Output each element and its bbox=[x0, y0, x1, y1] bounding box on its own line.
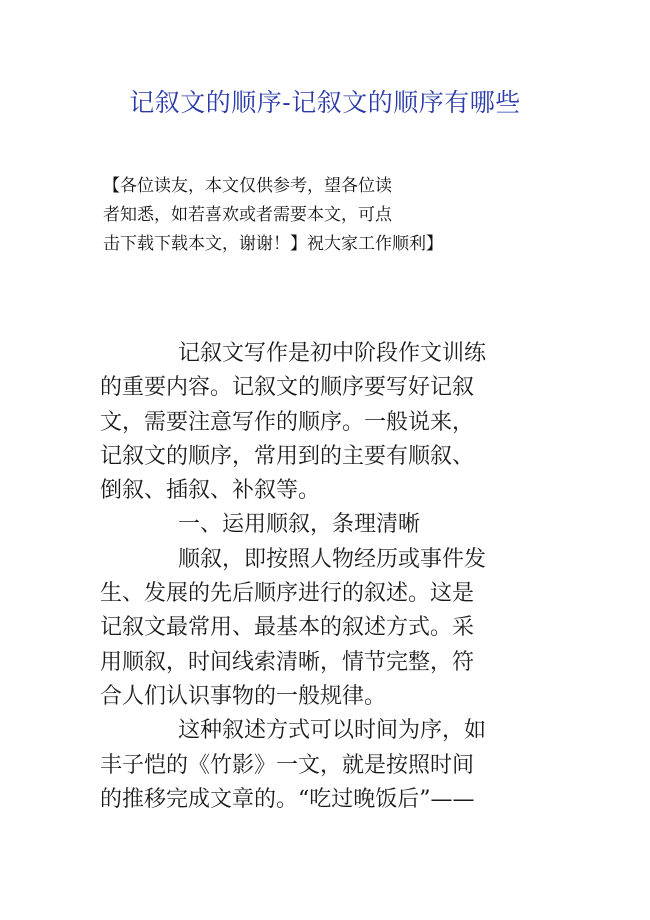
paragraph-line: 用顺叙，时间线索清晰，情节完整，符 bbox=[100, 649, 475, 675]
document-title: 记叙文的顺序-记叙文的顺序有哪些 bbox=[129, 88, 521, 117]
paragraph-line: 顺叙，即按照人物经历或事件发 bbox=[178, 546, 487, 572]
paragraph-line: 文，需要注意写作的顺序。一般说来， bbox=[100, 409, 475, 435]
notice-line: 击下载下载本文，谢谢！】祝大家工作顺利】 bbox=[103, 234, 443, 254]
article-body bbox=[100, 337, 560, 817]
notice-line: 【各位读友，本文仅供参考，望各位读 bbox=[103, 176, 392, 196]
paragraph-line: 这种叙述方式可以时间为序，如 bbox=[178, 718, 487, 744]
paragraph-line: 生、发展的先后顺序进行的叙述。这是 bbox=[100, 581, 475, 607]
paragraph-line: 合人们认识事物的一般规律。 bbox=[100, 683, 387, 709]
paragraph-line: 的重要内容。记叙文的顺序要写好记叙 bbox=[100, 375, 475, 401]
section-heading: 一、运用顺叙，条理清晰 bbox=[178, 512, 421, 538]
paragraph-line: 记叙文写作是初中阶段作文训练 bbox=[178, 341, 487, 366]
paragraph-line: 丰子恺的《竹影》一文，就是按照时间 bbox=[100, 752, 475, 778]
paragraph-line: 记叙文最常用、最基本的叙述方式。采 bbox=[100, 615, 475, 641]
download-notice bbox=[103, 172, 533, 259]
paragraph-line: 的推移完成文章的。“吃过晚饭后”—— bbox=[100, 786, 475, 812]
paragraph-line: 倒叙、插叙、补叙等。 bbox=[100, 478, 321, 504]
paragraph-line: 记叙文的顺序，常用到的主要有顺叙、 bbox=[100, 443, 475, 469]
notice-line: 者知悉，如若喜欢或者需要本文，可点 bbox=[103, 205, 392, 225]
